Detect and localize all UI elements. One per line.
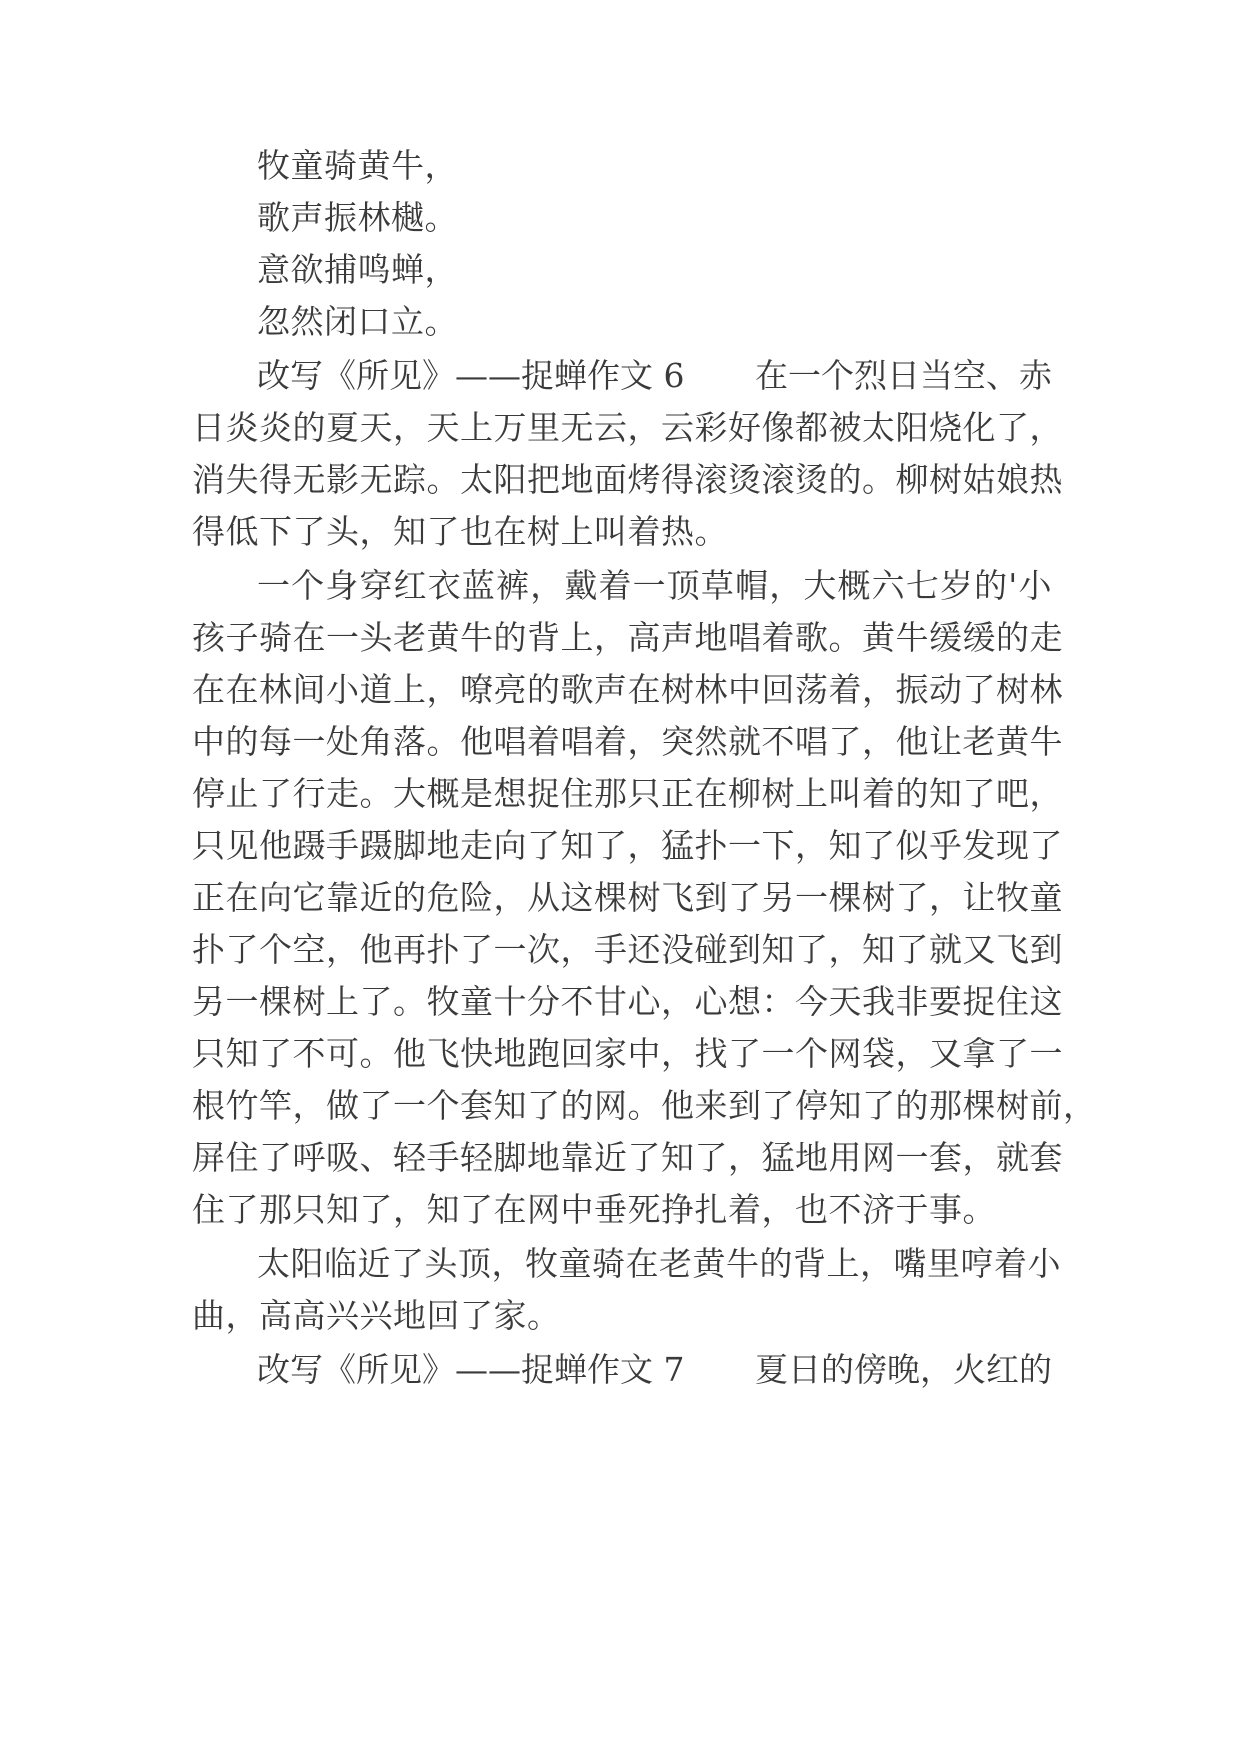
paragraph-line: 得低下了头，知了也在树上叫着热。 xyxy=(192,512,728,551)
paragraph-line: 日炎炎的夏天，天上万里无云，云彩好像都被太阳烧化了， xyxy=(192,408,1063,447)
paragraph-line: 孩子骑在一头老黄牛的背上，高声地唱着歌。黄牛缓缓的走 xyxy=(192,618,1063,657)
paragraph-line: 住了那只知了，知了在网中垂死挣扎着，也不济于事。 xyxy=(192,1190,996,1229)
paragraph-line: 只见他蹑手蹑脚地走向了知了，猛扑一下，知了似乎发现了 xyxy=(192,826,1063,865)
paragraph-first-line: 太阳临近了头顶，牧童骑在老黄牛的背上，嘴里哼着小 xyxy=(257,1244,1061,1283)
paragraph-line: 根竹竿，做了一个套知了的网。他来到了停知了的那棵树前， xyxy=(192,1086,1097,1125)
paragraph-line: 曲，高高兴兴地回了家。 xyxy=(192,1296,561,1335)
poem-line: 歌声振林樾。 xyxy=(257,198,458,237)
poem-line: 牧童骑黄牛， xyxy=(257,146,458,185)
essay-6-heading-row xyxy=(257,352,1052,400)
paragraph-line: 中的每一处角落。他唱着唱着，突然就不唱了，他让老黄牛 xyxy=(192,722,1063,761)
essay-7-lead-text: 夏日的傍晚，火红的 xyxy=(755,1350,1052,1389)
essay-7-heading-row xyxy=(257,1346,1052,1394)
paragraph-line: 停止了行走。大概是想捉住那只正在柳树上叫着的知了吧， xyxy=(192,774,1063,813)
essay-6-title: 改写《所见》——捉蝉作文 6 xyxy=(257,356,685,395)
paragraph-line: 扑了个空，他再扑了一次，手还没碰到知了，知了就又飞到 xyxy=(192,930,1063,969)
poem-line: 意欲捕鸣蝉， xyxy=(257,250,458,289)
paragraph-first-line: 一个身穿红衣蓝裤，戴着一顶草帽，大概六七岁的'小 xyxy=(257,566,1052,605)
paragraph-line: 另一棵树上了。牧童十分不甘心，心想：今天我非要捉住这 xyxy=(192,982,1063,1021)
paragraph-line: 正在向它靠近的危险，从这棵树飞到了另一棵树了，让牧童 xyxy=(192,878,1063,917)
paragraph-line: 屏住了呼吸、轻手轻脚地靠近了知了，猛地用网一套，就套 xyxy=(192,1138,1063,1177)
paragraph-line: 消失得无影无踪。太阳把地面烤得滚烫滚烫的。柳树姑娘热 xyxy=(192,460,1063,499)
poem-line: 忽然闭口立。 xyxy=(257,302,458,341)
paragraph-line: 在在林间小道上，嘹亮的歌声在树林中回荡着，振动了树林 xyxy=(192,670,1063,709)
essay-6-lead-text: 在一个烈日当空、赤 xyxy=(755,356,1052,395)
paragraph-line: 只知了不可。他飞快地跑回家中，找了一个网袋，又拿了一 xyxy=(192,1034,1063,1073)
essay-7-title: 改写《所见》——捉蝉作文 7 xyxy=(257,1350,685,1389)
